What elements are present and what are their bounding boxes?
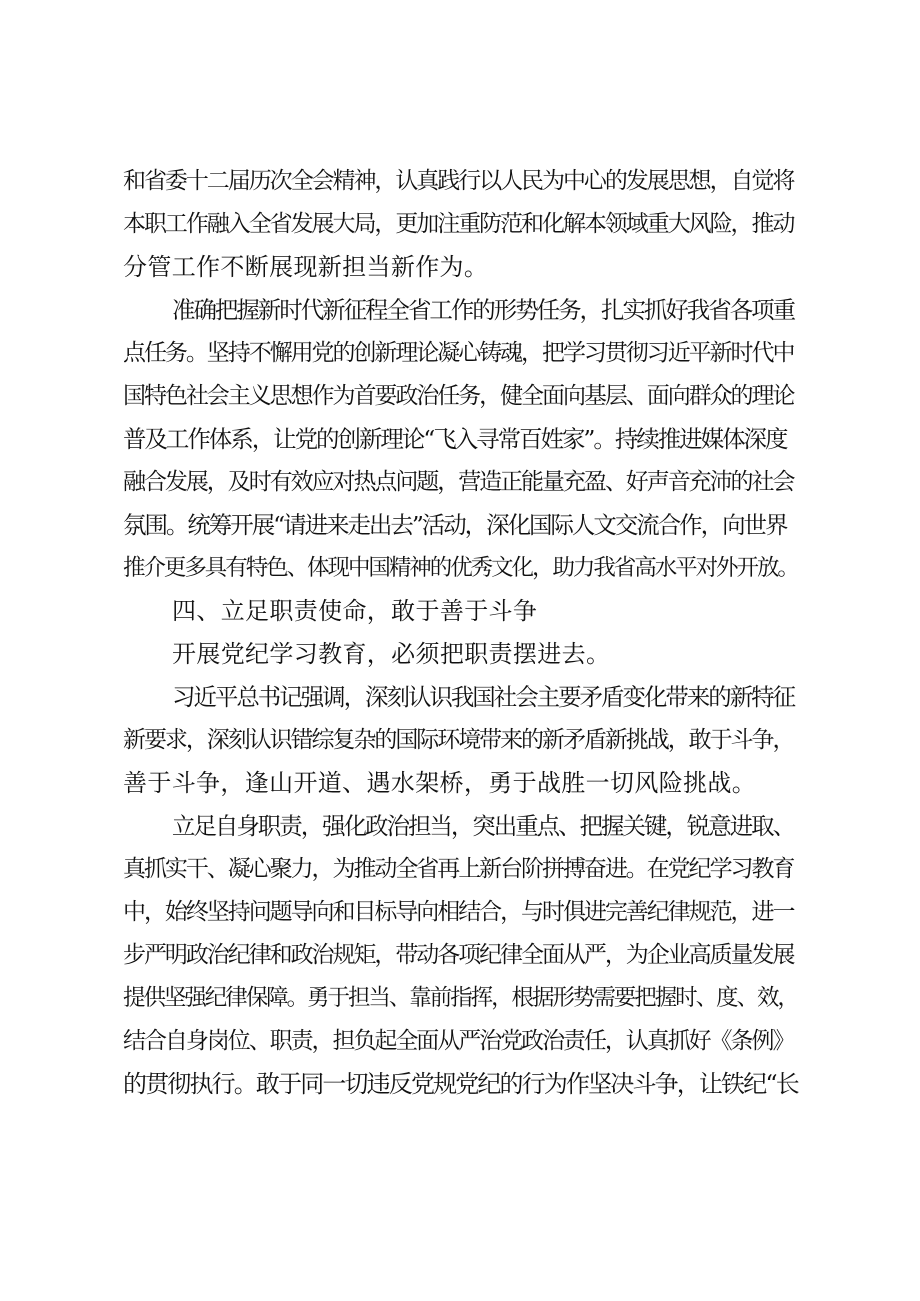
paragraph-2-line-7: 推介更多具有特色、体现中国精神的优秀文化，助力我省高水平对外开放。 xyxy=(123,555,798,581)
paragraph-2-line-5: 融合发展，及时有效应对热点问题，营造正能量充盈、好声音充沛的社会 xyxy=(123,469,794,495)
paragraph-2-line-3: 国特色社会主义思想作为首要政治任务，健全面向基层、面向群众的理论 xyxy=(123,383,794,409)
paragraph-2-line-6: 氛围。统筹开展“请进来走出去”活动，深化国际人文交流合作，向世界 xyxy=(123,511,787,539)
paragraph-6-line-3: 中，始终坚持问题导向和目标导向相结合，与时俱进完善纪律规范，进一 xyxy=(123,899,794,925)
paragraph-4-line-1: 开展党纪学习教育，必须把职责摆进去。 xyxy=(172,640,611,668)
paragraph-1-line-3: 分管工作不断展现新担当新作为。 xyxy=(123,253,489,281)
paragraph-5-line-3: 善于斗争，逢山开道、遇水架桥，勇于战胜一切风险挑战。 xyxy=(123,769,757,797)
paragraph-6-line-5: 提供坚强纪律保障。勇于担当、靠前指挥，根据形势需要把握时、度、效， xyxy=(123,985,798,1011)
section-heading: 四、立足职责使命，敢于善于斗争 xyxy=(172,597,538,625)
paragraph-1-line-1: 和省委十二届历次全会精神，认真践行以人民为中心的发展思想，自觉将 xyxy=(123,168,794,194)
paragraph-6-line-7: 的贯彻执行。敢于同一切违反党规党纪的行为作坚决斗争，让铁纪“长 xyxy=(123,1070,798,1098)
paragraph-5-line-1: 习近平总书记强调，深刻认识我国社会主要矛盾变化带来的新特征 xyxy=(172,683,795,711)
paragraph-2-line-2: 点任务。坚持不懈用党的创新理论凝心铸魂，把学习贯彻习近平新时代中 xyxy=(123,340,794,366)
paragraph-2-line-4: 普及工作体系，让党的创新理论“飞入寻常百姓家”。持续推进媒体深度 xyxy=(123,425,787,453)
paragraph-5-line-2: 新要求，深刻认识错综复杂的国际环境带来的新矛盾新挑战，敢于斗争， xyxy=(123,727,794,753)
paragraph-2-line-1: 准确把握新时代新征程全省工作的形势任务，扎实抓好我省各项重 xyxy=(172,296,795,324)
paragraph-6-line-1: 立足自身职责，强化政治担当，突出重点、把握关键，锐意进取、 xyxy=(172,812,795,840)
paragraph-6-line-6: 结合自身岗位、职责，担负起全面从严治党政治责任，认真抓好《条例》 xyxy=(123,1028,794,1054)
paragraph-6-line-4: 步严明政治纪律和政治规矩，带动各项纪律全面从严，为企业高质量发展 xyxy=(123,942,794,968)
paragraph-1-line-2: 本职工作融入全省发展大局，更加注重防范和化解本领域重大风险，推动 xyxy=(123,211,794,237)
paragraph-6-line-2: 真抓实干、凝心聚力，为推动全省再上新台阶拼搏奋进。在党纪学习教育 xyxy=(123,856,794,882)
